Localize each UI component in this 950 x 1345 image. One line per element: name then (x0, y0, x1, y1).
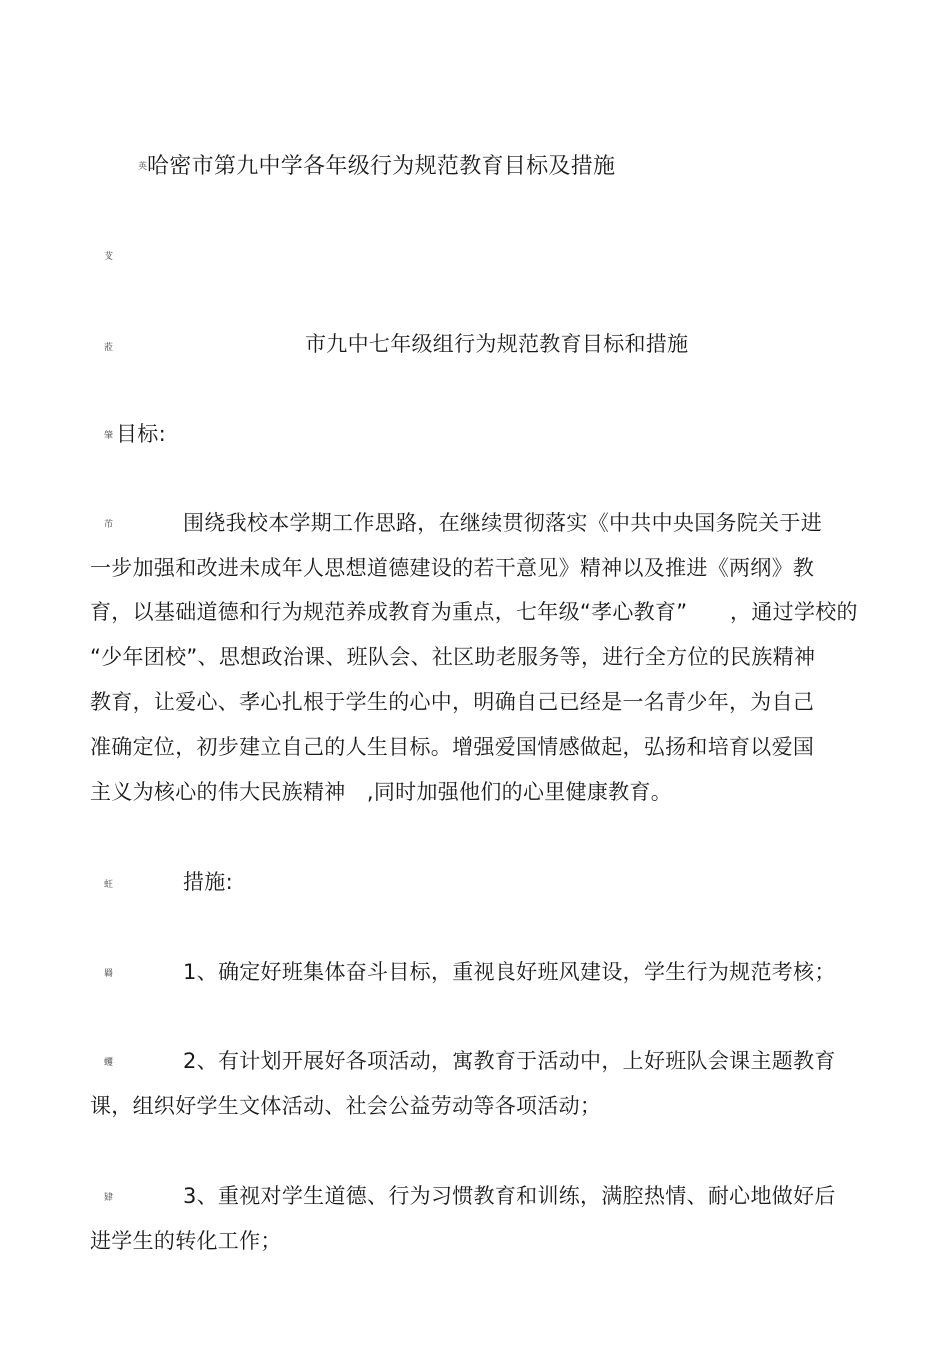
section-subtitle: 市九中七年级组行为规范教育目标和措施 (305, 332, 689, 356)
measure-item-line: 课，组织好学生文体活动、社会公益劳动等各项活动； (90, 1094, 602, 1118)
goal-paragraph-line: “少年团校”、思想政治课、班队会、社区助老服务等，进行全方位的民族精神 (90, 645, 816, 669)
margin-mark: 蚟 (104, 880, 114, 890)
margin-mark: 英 (138, 162, 148, 172)
measure-item-line: 3、重视对学生道德、行为习惯教育和训练，满腔热情、耐心地做好后 (183, 1184, 836, 1208)
margin-mark: 蠼 (104, 1058, 114, 1068)
goal-paragraph-line: 准确定位，初步建立自己的人生目标。增强爱国情感做起，弘扬和培育以爱国 (90, 735, 815, 759)
goal-paragraph-line: 一步加强和改进未成年人思想道德建设的若干意见》精神以及推进《两纲》教 (90, 556, 815, 580)
document-title: 哈密市第九中学各年级行为规范教育目标及措施 (147, 154, 616, 179)
measures-heading: 措施: (183, 870, 233, 894)
goal-paragraph-line: 教育，让爱心、孝心扎根于学生的心中，明确自己已经是一名青少年，为自己 (90, 690, 815, 714)
margin-mark: 芆 (104, 252, 114, 262)
margin-mark: 芇 (104, 520, 114, 530)
goal-heading: 目标: (116, 422, 166, 446)
margin-mark: 肄 (104, 1193, 114, 1203)
margin-mark: 羇 (104, 969, 114, 979)
measure-item-line: 进学生的转化工作； (90, 1229, 282, 1253)
measure-item-line: 2、有计划开展好各项活动，寓教育于活动中，上好班队会课主题教育 (183, 1049, 836, 1073)
goal-paragraph-line: 主义为核心的伟大民族精神 ,同时加强他们的心里健康教育。 (90, 780, 673, 804)
margin-mark: 蒞 (104, 343, 114, 353)
measure-item-line: 1、确定好班集体奋斗目标，重视良好班风建设，学生行为规范考核； (183, 960, 836, 984)
goal-paragraph-line: 育，以基础道德和行为规范养成教育为重点，七年级“孝心教育” ，通过学校的 (90, 600, 858, 624)
goal-paragraph-line: 围绕我校本学期工作思路，在继续贯彻落实《中共中央国务院关于进 (183, 511, 822, 535)
margin-mark: 肇 (104, 431, 114, 441)
